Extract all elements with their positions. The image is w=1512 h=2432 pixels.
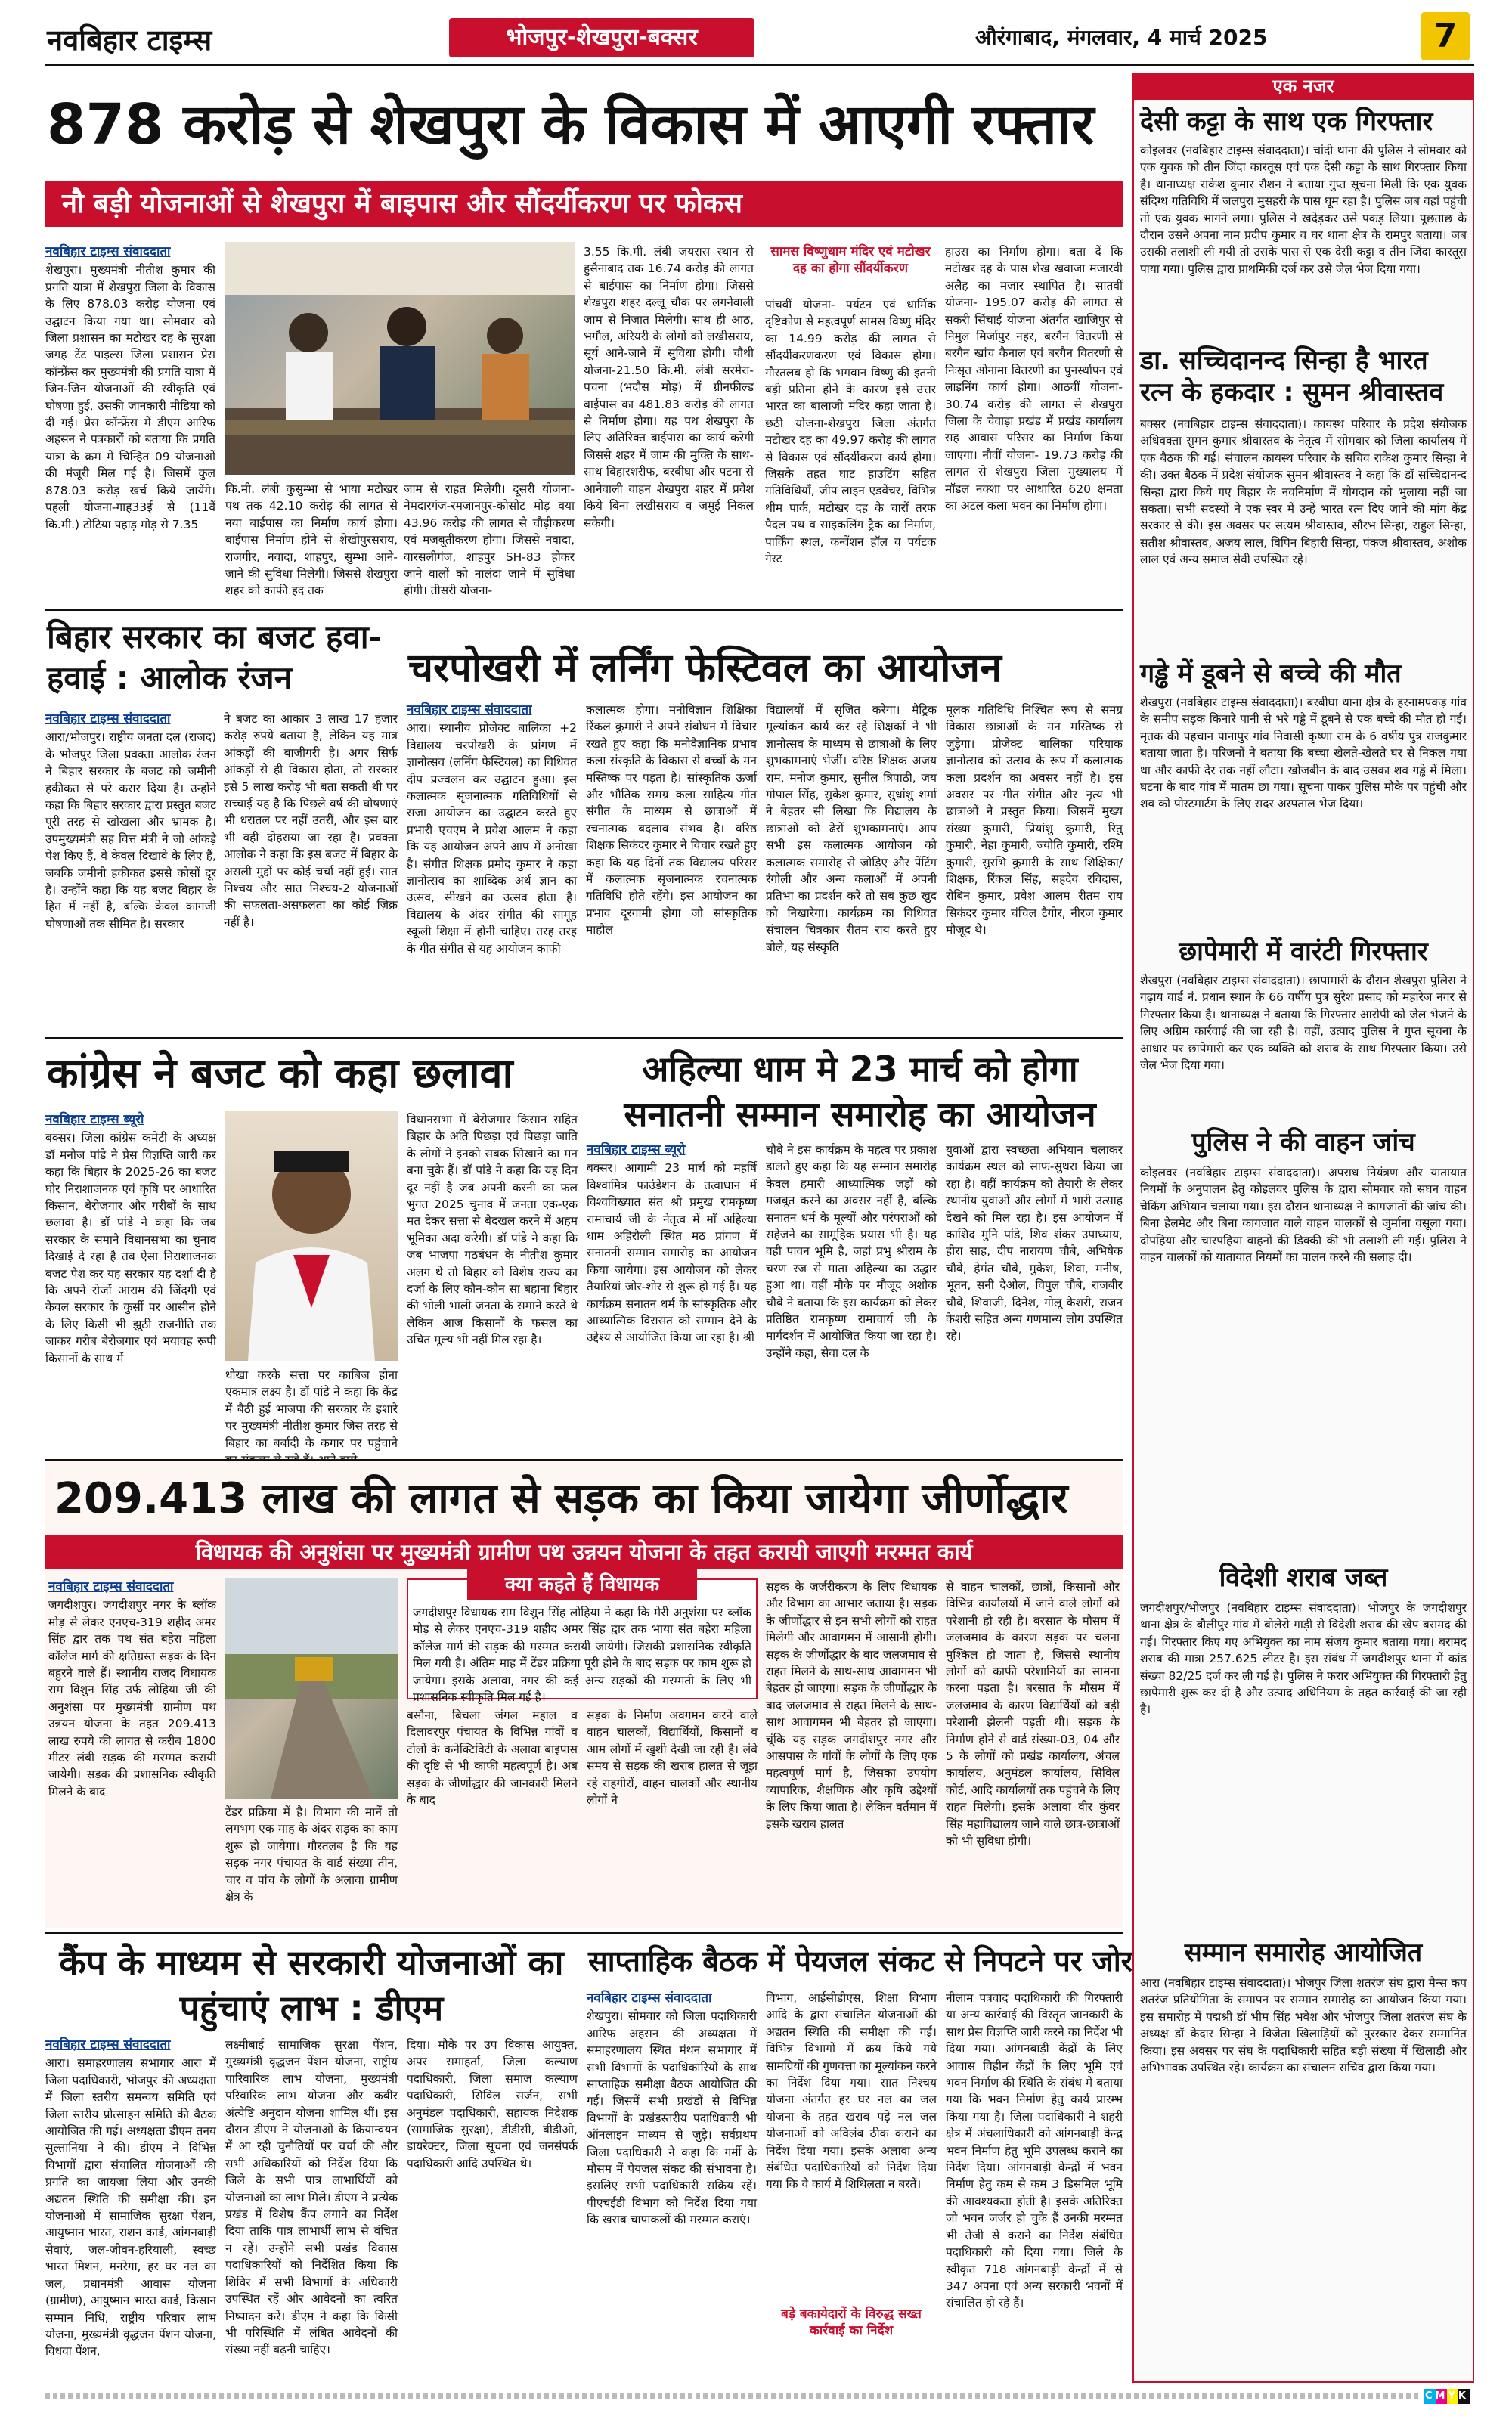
press-conference-image bbox=[225, 242, 575, 475]
edition-banner bbox=[449, 18, 754, 57]
s2-text: बक्सर (नवबिहार टाइम्स संवाददाता)। कायस्थ परिवार के प्रदेश संयोजक अधिवक्ता सुमन कुमार श्रीवास्तव के नेतृत्व में सोमवार को जिला कार्यालय में एक बैठक की गई। संचालन कायस्थ परिवार के सचिव राकेश कुमार सिन्हा ने की। उक्त बैठक में प्रदेश संयोजक सुमन श्रीवास्तव ने कहा कि डॉ सच्चिदानन्द सिन्हा द्वारा किये गए बिहार के नवनिर्माण में योगदान को भुलाया नहीं जा सकता। सभी सदस्यों ने एक स्वर में उन्हें भारत रत्न दिए जाने की मांग केंद्र सरकार से की। इस अवसर पर सत्यम श्रीवास्तव, सौरभ सिन्हा, राहुल सिन्हा, सतीश श्रीवास्तव, अजय लाल, विपिन बिहारी सिन्हा, पंकज श्रीवास्तव, अशोक लाल एवं अन्य समाज सेवी उपस्थित रहे। bbox=[1140, 417, 1467, 567]
ahilya-headline: अहिल्या धाम मे 23 मार्च को होगा सनातनी सम्मान समारोह का आयोजन bbox=[624, 1049, 1096, 1135]
congress-col1-text: बक्सर। जिला कांग्रेस कमेटी के अध्यक्ष डॉ मनोज पांडे ने प्रेस विज्ञप्ति जारी कर कहा कि बिहार के 2025-26 का बजट घोर निराशाजनक एवं कृषि पर आधारित किसान, बेरोजगार और गरीबों के साथ छलावा है। डॉ पांडे ने कहा कि जब सरकार के समाने विधानसभा का चुनाव दिखाई दे रहा है तब ऐसा निराशाजनक बजट पेश कर यह सरकार यह दर्शा दी है कि अपने रोजों आराम की जिंदगी एवं केवल सरकार के कुर्सी पर आसीन होने के लिए किसी भी झूठी राजनीति तक जाकर गरीब बेरोजगार एवं भयावह रूपी किसानों के साथ में bbox=[45, 1131, 216, 1365]
road-col3: बसौना, बिचला जंगल महाल व दिलावरपुर पंचायत के विभिन्न गांवों व टोलों के कनेक्टिविटी के अलावा बाइपास की दृष्टि से भी काफी महत्वपूर्ण है। अब सड़क के जीर्णोद्धार की जानकारी मिलने के बाद bbox=[407, 1709, 578, 1808]
camp-col2: लक्ष्मीबाई सामाजिक सुरक्षा पेंशन, मुख्यमंत्री वृद्धजन पेंशन योजना, राष्ट्रीय पारिवारिक लाभ योजना, मुख्यमंत्री परिवारिक लाभ योजना और कबीर अंत्येष्टि अनुदान योजना शामिल थीं। इस दौरान डीएम ने योजनाओं के क्रियान्वयन में आ रही चुनौतियों पर चर्चा की और सभी अधिकारियों को निर्देश दिया कि जिले के सभी पात्र लाभार्थियों को योजनाओं का लाभ मिले। डीएम ने प्रत्येक प्रखंड में विशेष कैंप लगाने का निर्देश दिया ताकि पात्र लाभार्थी लाभ से वंचित न रहें। उन्होंने सभी प्रखंड विकास पदाधिकारियों को निर्देशित किया कि शिविर में सभी विभागों के अधिकारी उपस्थित रहें और आवेदनों का त्वरित निष्पादन करें। डीएम ने कहा कि किसी भी परिस्थिति में लंबित आवेदनों की संख्या नहीं बढ़नी चाहिए। bbox=[225, 2038, 398, 2357]
lead-col1-text: शेखपुरा। मुख्यमंत्री नीतीश कुमार की प्रगति यात्रा में शेखपुरा जिला के विकास के लिए 878.03 करोड़ योजना एवं उद्घाटन किया गया था। सोमवार को जिला प्रशासन का मटोखर दह के सुरक्षा जगह टेंट पाइल्स जिला प्रशासन प्रेस कॉन्फ्रेंस कर मुख्यमंत्री की प्रगति यात्रा में जिन-जिन योजनाओं की स्वीकृति एवं घोषणा हुई, उसकी जानकारी मीडिया को दी गई। प्रेस कॉन्फ्रेंस में डीएम आरिफ अहसन ने पत्रकारों को बताया कि प्रगति यात्रा के क्रम में चिन्हित 09 योजनाओं की मंजूरी मिल गई है। जिसमें कुल 878.03 करोड़ खर्च किये जायेंगे। पहली योजना-गाह33ई से (11वें कि.मी.) टोटिया पहाड़ मोड़ से 7.35 bbox=[45, 263, 215, 531]
lead-col1 bbox=[45, 243, 215, 600]
section-rule-3 bbox=[45, 1932, 1123, 1934]
water-byline: नवबिहार टाइम्स संवाददाता bbox=[587, 1991, 712, 2006]
water-col3: नीलाम पत्रवाद पदाधिकारी की गिरफ्तारी या अन्य कार्रवाई की विस्तृत जानकारी के साथ प्रेस विज्ञप्ति जारी करने का निर्देश भी दिया गया। आंगनबाड़ी केंद्रों के लिए आवास विहीन केंद्रों के लिए भूमि एवं भवन निर्माण की स्थिति के संबंध में बताया गया कि भवन निर्माण हेतु कार्य प्रारम्भ किया गया है। जिला पदाधिकारी ने शहरी क्षेत्र में अंचलाधिकारी को आंगनबाड़ी केन्द्र भवन निर्माण हेतु भूमि उपलब्ध कराने का निर्देश दिया। आंगनबाड़ी केन्द्रों में भवन निर्माण हेतु कम से कम 3 डिसमिल भूमि की आवश्यकता होती है। इसके अतिरिक्त जो भवन जर्जर हो चुके हैं उनकी मरम्मत भी तेजी से कराने का निर्देश संबंधित पदाधिकारी को दिया गया। जिले के स्वीकृत 718 आंगनबाड़ी केन्द्रों में से 347 अपना एवं अन्य सरकारी भवनों में संचालित हो रहे हैं। bbox=[946, 1991, 1123, 2310]
learning-col4: मूलक गतिविधि निश्चित रूप से समग्र विकास छात्राओं के मन मस्तिष्क से जुड़ेगा। प्रोजेक्ट बालिका परियाक ज्ञानोत्सव को उत्सव के रूप में कलात्मक कला प्रदर्शन का अवसर नहीं है। इस अवसर पर गीत संगीत और नृत्य भी छात्राओं ने प्रस्तुत किया। जिसमें मुख्य संख्या कुमारी, प्रियांशु कुमारी, रितु कुमारी, नेहा कुमारी, ज्योति कुमारी, रश्मि कुमारी, सुरभि कुमारी के साथ शिक्षिका/शिक्षक, रिंकल सिंह, सहदेव रविदास, रोबिन कुमार, प्रवेश आलम रीतम राय सिकंदर कुमार चंचिल टैगोर, नीरज कुमार मौजूद थे। bbox=[946, 703, 1123, 937]
learning-byline: नवबिहार टाइम्स संवाददाता bbox=[407, 702, 532, 717]
road-photo bbox=[225, 1578, 398, 1799]
section-rule-2 bbox=[45, 1037, 1123, 1039]
mla-box-title: क्या कहते हैं विधायक bbox=[467, 1569, 697, 1600]
road-headline: 209.413 लाख की लागत से सड़क का किया जायेगा जीर्णोद्धार bbox=[54, 1474, 1068, 1523]
s1-text: कोइलवर (नवबिहार टाइम्स संवाददाता)। चांदी थाना की पुलिस ने सोमवार को एक युवक को तीन जिंदा कारतूस एवं एक देसी कट्टा के साथ गिरफ्तार किया है। थानाध्यक्ष राकेश कुमार रौशन ने बताया गुप्त सूचना मिली कि एक युवक संदिग्ध गतिविधि में जलपुरा मुसहरी के पास घूम रहा है। पुलिस जब वहां पहुंची तो एक युवक भागने लगा। पुलिस ने खदेड़कर उसे पकड़ लिया। पूछताछ के दौरान उसने अपना नाम प्रदीप कुमार व घर थाना क्षेत्र के रामपुर बताया। जब उसकी तलाशी ली गयी तो उसके पास से एक देसी कट्टा व तीन जिंदा कारतूस पाया गया। पुलिस द्वारा प्राथमिकी दर्ज कर उसे जेल भेज दिया गया। bbox=[1140, 144, 1467, 276]
edition-label: भोजपुर-शेखपुरा-बक्सर bbox=[506, 24, 698, 51]
budget-headline: बिहार सरकार का बजट हवा-हवाई : आलोक रंजन bbox=[47, 618, 383, 696]
road-col5: सड़क के जर्जरीकरण के लिए विधायक और विभाग का आभार जताया है। सड़क के जीर्णोद्धार से इन सभी लोगों को राहत मिलेगी और आवागमन में आसानी होगी। सड़क के जीर्णोद्धार के बाद जलजमाव से राहत मिलने के साथ-साथ आवागमन भी बेहतर हो जाएगा। सड़क के जीर्णोद्धार के बाद जलजमाव से राहत मिलने के साथ-साथ आवागमन भी बेहतर हो जाएगा। चूंकि यह सड़क जगदीशपुर नगर और आसपास के गांवों के लोगों के लिए एक महत्वपूर्ण मार्ग है, जिसका उपयोग व्यापारिक, शैक्षणिक और कृषि उद्देश्यों के लिए किया जाता है। लेकिन वर्तमान में इसके खराब हालत bbox=[766, 1580, 937, 1831]
road-repair-image bbox=[225, 1578, 398, 1799]
s6-headline: विदेशी शराब जब्त bbox=[1219, 1563, 1388, 1593]
s5-headline: पुलिस ने की वाहन जांच bbox=[1191, 1127, 1415, 1157]
ahilya-col2: चौबे ने इस कार्यक्रम के महत्व पर प्रकाश डालते हुए कहा कि यह सम्मान समारोह केवल हमारी आध्यात्मिक जड़ों को मजबूत करने का अवसर नहीं है, बल्कि सनातन धर्म के मूल्यों और परंपराओं को सहेजने का सामूहिक प्रयास भी है। यह वही पावन भूमि है, जहां प्रभु श्रीराम के चरण रज से माता अहिल्या का उद्धार हुआ था। वहीं मौके पर मौजूद अशोक चौबे ने बताया कि इस कार्यक्रम को लेकर प्रतिष्ठित रामकृष्ण रामाचार्य जी के मार्गदर्शन में आयोजित किया जा रहा है। उन्होंने कहा, सेवा दल के bbox=[766, 1143, 937, 1360]
s7-text: आरा (नवबिहार टाइम्स संवाददाता)। भोजपुर जिला शतरंज संघ द्वारा मैन्स कप शतरंज प्रतियोगिता के समापन पर सम्मान समारोह का आयोजन किया गया। इस समारोह में पद्मश्री डॉ भीम सिंह भवेश और भोजपुर जिला शतरंज संघ के अध्यक्ष डॉ केदार सिन्हा ने विजेता खिलाड़ियों को पुरस्कार देकर सम्मानित किया। इस अवसर पर संघ के पदाधिकारी सहित बड़ी संख्या में खिलाड़ी और अभिभावक उपस्थित रहे। कार्यक्रम का संचालन सचिव द्वारा किया गया। bbox=[1140, 1976, 1467, 2075]
congress-byline: नवबिहार टाइम्स ब्यूरो bbox=[45, 1112, 144, 1127]
budget-col1-text: आरा/भोजपुर। राष्ट्रीय जनता दल (राजद) के भोजपुर जिला प्रवक्ता आलोक रंजन ने बिहार सरकार के बजट को जमीनी हकीकत से परे करार दिया है। उन्होंने कहा कि बिहार सरकार द्वारा प्रस्तुत बजट पूरी तरह से खोखला और भ्रामक है। उपमुख्यमंत्री सह वित्त मंत्री ने जो आंकड़े पेश किए हैं, वे केवल दिखावे के लिए हैं, जबकि जमीनी हकीकत इससे कोसों दूर है। उन्होंने कहा कि यह बजट बिहार के हित में नहीं है, बल्कि केवल कागजी घोषणाओं तक सीमित है। सरकार bbox=[45, 730, 216, 931]
camp-col1 bbox=[45, 2037, 216, 2383]
learning-col3: विद्यालयों में सृजित करेगा। मैट्रिक मूल्यांकन कार्य कर रहे शिक्षकों ने भी ज्ञानोत्सव के माध्यम से छात्राओं के लिए शुभकामनाएं भेजीं। वरिष्ठ शिक्षक अजय राम, मनोज कुमार, सुनील त्रिपाठी, जय गोपाल सिंह, सुकेश कुमार, सुधांशु शर्मा ने बेहतर सी लिखा कि विद्यालय के छात्राओं को ढेरों शुभकामनाएं। आप सभी इस कलात्मक आयोजन को कलात्मक समारोह से जोड़िए और पेंटिंग रंगोली और अन्य कलाओं में अपनी प्रतिभा का प्रदर्शन करें तो सब कुछ खुद को निखारेगा। कार्यक्रम का विधिवत संचालन चित्रकार रीतम राय करते हुए बोले, यह संस्कृति bbox=[766, 703, 937, 954]
road-col4: सड़क के निर्माण अवगमन करने वाले वाहन चालकों, विद्यार्थियों, किसानों व आम लोगों में खुशी देखी जा रही है। लंबे समय से सड़क की खराब हालत से जूझ रहे राहगीरों, वाहन चालकों और स्थानीय लोगों ने bbox=[587, 1709, 758, 1808]
lead-photo bbox=[225, 242, 575, 475]
camp-col3: दिया। मौके पर उप विकास आयुक्त, अपर समाहर्ता, जिला कल्याण पदाधिकारी, जिला समाज कल्याण पदाधिकारी, सिविल सर्जन, सभी अनुमंडल पदाधिकारी, सहायक निदेशक (सामाजिक सुरक्षा), डीडीसी, बीडीओ, डायरेक्टर, जिला सूचना एवं जनसंपर्क पदाधिकारी आदि उपस्थित थे। bbox=[407, 2038, 578, 2170]
ahilya-byline: नवबिहार टाइम्स ब्यूरो bbox=[587, 1142, 686, 1157]
section-rule-1 bbox=[45, 609, 1123, 611]
road-col1-text: जगदीशपुर। जगदीशपुर नगर के ब्लॉक मोड़ से लेकर एनएच-319 शहीद अमर सिंह द्वार तक पथ संत बहेरा महिला कॉलेज मार्ग की क्षतिग्रस्त सड़क के दिन बहुरने वाले हैं। स्थानीय राजद विधायक राम विशुन सिंह उर्फ लोहिया जी की अनुशंसा पर मुख्यमंत्री ग्रामीण पथ उन्नयन योजना के तहत 209.413 लाख रुपये की लागत से करीब 1800 मीटर लंबी सड़क की मरम्मत करायी जायेगी। सड़क की प्रशासनिक स्वीकृति मिलने के बाद bbox=[48, 1598, 216, 1798]
learning-headline: चरपोखरी में लर्निंग फेस्टिवल का आयोजन bbox=[408, 646, 1002, 691]
s5-text: कोइलवर (नवबिहार टाइम्स संवाददाता)। अपराध नियंत्रण और यातायात नियमों के अनुपालन हेतु कोइलवर पुलिस के द्वारा सोमवार को सघन वाहन चेकिंग अभियान चलाया गया। इस दौरान थानाध्यक्ष ने कागजातों की जांच की। बिना हेलमेट और बिना कागजात वाले वाहन चालकों से जुर्माना वसूला गया। दोपहिया और चारपहिया वाहनों की डिक्की की भी तलाशी ली गई। पुलिस ने वाहन चालकों को यातायात नियमों का पालन करने की सलाह दी। bbox=[1140, 1166, 1467, 1265]
lead-col5: पांचवीं योजना- पर्यटन एवं धार्मिक दृष्टिकोण से महत्वपूर्ण सामस विष्णु मंदिर का 14.99 करोड़ की लागत से सौंदर्यीकरणकरण एवं विकास होगा। गौरतलब हो कि भगवान विष्णु की इतनी बड़ी प्रतिमा होने के कारण इसे उत्तर भारत का बालाजी मंदिर कहा जाता है। छठी योजना-शेखपुरा जिला अंतर्गत मटोखर दह का 49.97 करोड़ की लागत से विकास एवं सौंदर्यीकरण कार्य होगा। जिसके तहत घाट हाउटिंग सहित गतिविधियाँ, जीप लाइन एडवेंचर, विभिन्न थीम पार्क, मटोखर दह के चारों तरफ पैदल पथ व साइकलिंग ट्रैक का निर्माण, पार्किंग स्थल, कन्वेंशन हॉल व पर्यटक गेस्ट bbox=[765, 298, 936, 566]
learning-col2: कलात्मक होगा। मनोविज्ञान शिक्षिका रिंकल कुमारी ने अपने संबोधन में विचार रखते हुए कहा कि मनोवैज्ञानिक प्रभाव कला संस्कृति के विकास से बच्चों के मन मस्तिष्क पर पड़ता है। सांस्कृतिक ऊर्जा और भौतिक समग्र कला साहित्य गीत संगीत के माध्यम से छात्राओं में रचनात्मक बदलाव संभव है। वरिष्ठ शिक्षक सिकंदर कुमार ने विचार रखते हुए कहा कि यह दिनों तक विद्यालय परिसर में कलात्मक सृजनात्मक रचनात्मक गतिविधि होते रहेंगे। इस आयोजन का प्रभाव दूरगामी होगा जो सांस्कृतिक माहौल bbox=[586, 703, 757, 937]
congress-photo bbox=[225, 1111, 398, 1361]
congress-headline: कांग्रेस ने बजट को कहा छलावा bbox=[47, 1049, 513, 1097]
road-subhead: विधायक की अनुशंसा पर मुख्यमंत्री ग्रामीण पथ उन्नयन योजना के तहत करायी जाएगी मरम्मत कार्य bbox=[195, 1539, 973, 1565]
paper-name: नवबिहार टाइम्स bbox=[47, 23, 212, 57]
lead-subhead-bar bbox=[45, 181, 1123, 227]
congress-col3: विधानसभा में बेरोजगार किसान सहित बिहार के अति पिछड़ा एवं पिछड़ा जाति के लोगों ने इनको सबक सिखाने का मन बना चुके हैं। डॉ पांडे ने कहा कि यह दिन दूर नहीं है जब अपनी करनी का फल भुगत 2025 चुनाव में जनता एक-एक मत देकर सत्ता से बेदखल करने में अहम भूमिका अदा करेगी। डॉ पांडे ने कहा कि जब भाजपा गठबंधन के नीतीश कुमार अलग थे तो बिहार को विशेष राज्य का दर्जा के लिए कौन-कौन सा बहाना बिहार की भोली भाली जनता के समाने करते थे लेकिन आज किसानों के फसल का उचित मूल्य भी नहीं मिल रहा है। bbox=[407, 1113, 578, 1347]
s1-headline: देसी कट्टा के साथ एक गिरफ्तार bbox=[1140, 107, 1433, 137]
lead-col4: 3.55 कि.मी. लंबी जयरास स्थान से हुसैनाबाद तक 16.74 करोड़ की लागत से बाईपास का निर्माण होगा। जिससे शेखपुरा शहर दल्लू चौक पर लगनेवाली जाम से निजात मिलेगी। साथ ही आठ, भगौल, अरियरी के लोगों को लखीसराय, सूर्य आने-जाने में सुविधा होगी। चौथी योजना-21.50 कि.मी. लंबी सरमेरा-पचना (भदौस मोड़) में ग्रीनफील्ड बाईपास का 481.83 करोड़ की लागत से निर्माण होगा। यह पथ शेखपुरा के लिए अतिरिक्त बाईपास का कार्य करेगी जिससे शहर में जाम की मुक्ति के साथ-साथ बिहारशरीफ, बरबीघा और पटना से आनेवाली वाहन शेखपुरा शहर में प्रवेश किये बिना लखीसराय व जमुई निकल सकेगी। bbox=[584, 245, 754, 530]
camp-headline: कैंप के माध्यम से सरकारी योजनाओं का पहुंचाएं लाभ : डीएम bbox=[59, 1942, 564, 2028]
ahilya-col1 bbox=[587, 1142, 757, 1450]
congress-col1 bbox=[45, 1111, 216, 1450]
s7-headline: सम्मान समारोह आयोजित bbox=[1184, 1938, 1423, 1968]
sidebar-label: एक नजर bbox=[1132, 73, 1474, 100]
congress-caption: धोखा करके सत्ता पर काबिज होना एकमात्र लक्ष्य है। डॉ पांडे ने कहा कि केंद्र में बैठी हुई भाजपा की सरकार के इशारे पर मुख्यमंत्री नीतीश कुमार जिस तरह से बिहार का बर्बादी के कगार पर पहुंचाने bbox=[225, 1368, 398, 1450]
road-caption: टेंडर प्रक्रिया में है। विभाग की मानें तो लगभग एक माह के अंदर सड़क का काम शुरू हो जायेगा। गौरतलब है कि यह सड़क नगर पंचायत के वार्ड संख्या तीन, चार व पांच के लोगों के अलावा ग्रामीण क्षेत्र के bbox=[225, 1805, 398, 1904]
lead-col3: जाम से राहत मिलेगी। दूसरी योजना-नेमदारगंज-रमजानपुर-कोसोट मोड़ वया 43.96 करोड़ की लागत से चौड़ीकरण एवं मजबूतीकरण होगा। जिससे नवादा, वारसलीगंज, शाहपुर SH-83 होकर जाने वालों को नालंदा जाने में सुविधा होगी। तीसरी योजना- bbox=[404, 482, 575, 598]
road-byline: नवबिहार टाइम्स संवाददाता bbox=[48, 1579, 174, 1594]
s4-headline: छापेमारी में वारंटी गिरफ्तार bbox=[1179, 937, 1428, 967]
lead-box-title-text: सामस विष्णुधाम मंदिर एवं मटोखर दह का होगा सौंदर्यीकरण bbox=[770, 244, 931, 276]
water-box-title: बड़े बकायेदारों के विरुद्ध सख्त कार्रवाई का निर्देश bbox=[781, 2307, 922, 2338]
lead-col6: हाउस का निर्माण होगा। बता दें कि मटोखर दह के पास शेख खवाजा मजारवी अलैह का मजार स्थापित है। सातवीं योजना- 195.07 करोड़ की लागत से सकरी सिंचाई योजना अंतर्गत खाजिपुर से निमुल मिर्जापुर नहर, बरगैन वितरणी से बरगैन खांच कैनाल एवं बरगैन वितरणी से निःसृत ओनामा वितरणी का पुनर्स्थापन एवं लाइनिंग कार्य होगा। आठवीं योजना- 30.74 करोड़ की लागत से शेखपुरा जिला के चेवाड़ा प्रखंड में प्रखंड कार्यालय सह आवास परिसर का निर्माण किया जाएगा। नौवीं योजना- 19.73 करोड़ की लागत से शेखपुरा जिला मुख्यालय में मॉडल नक्शा पर आधारित 620 क्षमता का अटल कला भवन का निर्माण होगा। bbox=[945, 245, 1123, 513]
page-number: 7 bbox=[1433, 17, 1458, 55]
mla-box-text: जगदीशपुर विधायक राम विशुन सिंह लोहिया ने कहा कि मेरी अनुशंसा पर ब्लॉक मोड़ से लेकर एनएच-319 शहीद अमर सिंह द्वार तक भाया संत बहेरा महिला कॉलेज मार्ग की सड़क की मरम्मत करायी जायेगी। जिसकी प्रशासनिक स्वीकृति मिल गयी है। अंतिम माह में टेंडर प्रक्रिया पूरी होने के बाद सड़क पर काम शुरू हो जायेगा। इसके अलावा, नगर की कई अन्य सड़कों की मरम्मती के लिए भी प्रशासनिक स्वीकृति मिल गई है। bbox=[413, 1606, 751, 1705]
page-number-badge bbox=[1421, 12, 1470, 60]
ahilya-col3: युवाओं द्वारा स्वच्छता अभियान चलाकर कार्यक्रम स्थल को साफ-सुथरा किया जा रहा है। वहीं कार्यक्रम को तैयारी के लेकर स्थानीय युवाओं और लोगों में भारी उत्साह देखने को मिल रहा है। इस आयोजन में काशिद मुनि पांडे, शिव शंकर उपाध्याय, हीरा साह, दीप नारायण चौबे, अभिषेक चौबे, हेमंत चौबे, मुकेश, शिवा, मनीष, भूतन, सनी देओल, विपुल चौबे, राजबीर चौबे, शिवाजी, दिनेश, गोलू केशरी, राजन केशरी सहित अन्य गणमान्य लोग उपस्थित रहे। bbox=[946, 1143, 1123, 1343]
learning-col1 bbox=[407, 702, 577, 1028]
lead-headline: 878 करोड़ से शेखपुरा के विकास में आएगी रफ्तार bbox=[47, 92, 1095, 157]
road-col6: से वाहन चालकों, छात्रों, किसानों और विभिन्न कार्यालयों में जाने वाले लोगों को परेशानी हो रही है। बरसात के मौसम में जलजमाव के कारण सड़क पर चलना मुश्किल हो जाता है, जिससे स्थानीय लोगों को काफी परेशानियों का सामना करना पड़ता है। बरसात के मौसम में जलजमाव के कारण विद्यार्थियों को बड़ी परेशानी झेलनी पड़ती थी। सड़क के निर्माण होने से वार्ड संख्या-03, 04 और 5 के लोगों को प्रखंड कार्यालय, अंचल कार्यालय, अनुमंडल कार्यालय, सिविल कोर्ट, आदि कार्यालयों तक पहुंचने के लिए राहत मिलेगी। इसके अलावा वीर कुंवर सिंह महाविद्यालय जाने वाले छात्र-छात्राओं को भी सुविधा होगी। bbox=[946, 1580, 1120, 1848]
lead-byline: नवबिहार टाइम्स संवाददाता bbox=[45, 244, 171, 259]
ahilya-col1-text: बक्सर। आगामी 23 मार्च को महर्षि विश्वामित्र फाउंडेशन के तत्वाधान में विश्वविख्यात संत श्री प्रमुख रामकृष्ण रामाचार्य जी के नेतृत्व में माँ अहिल्या धाम अहिरौली स्थित मठ प्रांगण में सनातनी सम्मान समारोह का आयोजन किया जायेगा। इस आयोजन को लेकर तैयारियां जोर-शोर से शुरू हो गई हैं। यह कार्यक्रम सनातन धर्म के सांस्कृतिक और आध्यात्मिक विरासत को सम्मान देने के उद्देश्य से आयोजित किया जा रहा है। श्री bbox=[587, 1161, 757, 1345]
s2-headline: डा. सच्चिदानन्द सिन्हा है भारत रत्न के हकदार : सुमन श्रीवास्तव bbox=[1140, 345, 1444, 407]
cmyk-marks: CMYK bbox=[1424, 2389, 1470, 2404]
politician-portrait bbox=[225, 1111, 398, 1361]
s3-headline: गड्ढे में डूबने से बच्चे की मौत bbox=[1140, 658, 1402, 689]
lead-box-title bbox=[765, 243, 936, 277]
masthead-rule bbox=[45, 64, 1474, 66]
learning-col1-text: आरा। स्थानीय प्रोजेक्ट बालिका +2 विद्यालय चरपोखरी के प्रांगण में ज्ञानोत्सव (लर्निंग फेस्टिवल) का विधिवत दीप प्रज्वलन कर उद्घाटन हुआ। इस कलात्मक सृजनात्मक गतिविधियों से सजा आयोजन का उद्घाटन करते हुए प्रभारी एचएम ने प्रवेश आलम ने कहा कि यह आयोजन अपने आप में अनोखा है। संगीत शिक्षक प्रमोद कुमार ने कहा ज्ञानोत्सव का शाब्दिक अर्थ ज्ञान का उत्सव, सीखने का उत्सव होता है। विद्यालय के अंदर संगीत की सामूह स्कूली शिक्षा में होनी चाहिए। तरह तरह के गीत संगीत से यह आयोजन काफी bbox=[407, 721, 577, 956]
s4-text: शेखपुरा (नवबिहार टाइम्स संवाददाता)। छापामारी के दौरान शेखपुरा पुलिस ने गढ़ाय वार्ड नं. प्रधान स्थान के 66 वर्षीय पुत्र सुरेश प्रसाद को महारेज नगर से गिरफ्तार किया है। थानाध्यक्ष ने बताया कि गिरफ्तार आरोपी को जेल भेजने के लिए अग्रिम कार्रवाई की जा रही है। वहीं, उत्पाद पुलिस ने गुप्त सूचना के आधार पर छापेमारी कर एक व्यक्ति को शराब के साथ गिरफ्तार किया। उसे जेल भेज दिया गया। bbox=[1140, 974, 1467, 1073]
water-col2: विभाग, आईसीडीएस, शिक्षा विभाग आदि के द्वारा संचालित योजनाओं की अद्यतन स्थिति की समीक्षा की गई। विभिन्न विभागों में क्रय किये गये सामग्रियों की गुणवत्ता का मूल्यांकन करने का निर्देश दिया गया। सात निश्चय योजना अंतर्गत हर घर नल का जल योजना के तहत खराब पड़े नल जल योजनाओं को अविलंब ठीक कराने का निर्देश दिया गया। इसके अलावा अन्य संबंधित पदाधिकारियों को निर्देश दिया गया कि वे कार्य में शिथिलता न बरतें। bbox=[766, 1991, 937, 2192]
dateline: औरंगाबाद, मंगलवार, 4 मार्च 2025 bbox=[975, 25, 1268, 50]
s6-text: जगदीशपुर/भोजपुर (नवबिहार टाइम्स संवाददाता)। भोजपुर के जगदीशपुर थाना क्षेत्र के बौलीपुर गांव में बोलेरो गाड़ी से विदेशी शराब की खेप बरामद की गई। गिरफ्तार किए गए अभियुक्त का नाम संजय कुमार बताया गया। बरामद शराब की मात्रा 257.625 लीटर है। इस संबंध में जगदीशपुर थाना में कांड संख्या 82/25 दर्ज कर ली गई है। पुलिस ने फरार अभियुक्त की गिरफ्तारी हेतु छापेमारी शुरू कर दी है और उत्पाद अधिनियम के तहत कार्रवाई की जा रही है। bbox=[1140, 1601, 1467, 1717]
budget-byline: नवबिहार टाइम्स संवाददाता bbox=[45, 711, 171, 727]
water-col1-text: शेखपुरा। सोमवार को जिला पदाधिकारी आरिफ अहसन की अध्यक्षता में समाहरणालय स्थित मंथन सभागार में सभी विभागों के पदाधिकारियों के साथ साप्ताहिक समीक्षा बैठक आयोजित की गई। जिसमें सभी प्रखंडों से विभिन्न विभागों के प्रखंडस्तरीय पदाधिकारी भी ऑनलाइन माध्यम से जुड़े। सर्वप्रथम जिला पदाधिकारी ने कहा कि गर्मी के मौसम में पेयजल संकट की संभावना है। इसलिए सभी पदाधिकारी सक्रिय रहें। पीएचईडी विभाग को निर्देश दिया गया कि खराब चापाकलों की मरम्मत कराएं। bbox=[587, 2009, 757, 2227]
lead-col2: कि.मी. लंबी कुसुम्भा से भाया मटोखर पथ तक 42.10 करोड़ की लागत से नया बाईपास का निर्माण कार्य होगा। बाईपास निर्माण होने से शेखोपुरसराय, राजगीर, नवादा, शाहपुर, सुम्भा आने-जाने की सुविधा मिलेगी। जिससे शेखपुरा शहर को काफी हद तक bbox=[225, 482, 398, 598]
budget-col2: ने बजट का आकार 3 लाख 17 हजार करोड़ रुपये बताया है, लेकिन यह मात्र आंकड़ों की बाजीगरी है। अगर सिर्फ आंकड़ों से ही विकास होता, तो सरकार इसे 5 लाख करोड़ भी बता सकती थी पर सच्चाई यह है कि पिछले वर्ष की घोषणाएं भी धरातल पर नहीं उतरीं, और इस बार भी वही दोहराया जा रहा है। प्रवक्ता आलोक ने कहा कि इस बजट में बिहार के असली मुद्दों पर कोई चर्चा नहीं हुई। सात निश्चय और सात निश्चय-2 योजनाओं की सफलता-असफलता का कोई ज़िक्र नहीं है। bbox=[224, 712, 398, 929]
footer-registration-bar bbox=[45, 2393, 1421, 2399]
lead-subhead: नौ बड़ी योजनाओं से शेखपुरा में बाइपास और सौंदर्यीकरण पर फोकस bbox=[62, 188, 742, 219]
budget-col1 bbox=[45, 711, 216, 1028]
s3-text: शेखपुरा (नवबिहार टाइम्स संवाददाता)। बरबीघा थाना क्षेत्र के हरनामपकड़ गांव के समीप सड़क किनारे पानी से भरे गड्ढे में डूबने से एक बच्चे की मौत हो गई। मृतक की पहचान पानापुर गांव निवासी कृष्णा राम के 6 वर्षीय पुत्र राजकुमार बताया जाता है। परिजनों ने बताया कि बच्चा खेलते-खेलते घर से निकल गया था और काफी देर तक नहीं लौटा। खोजबीन के बाद उसका शव गड्ढे में मिला। घटना के बाद गांव में मातम छा गया। सूचना पाकर पुलिस मौके पर पहुंची और शव को पोस्टमार्टम के लिए सदर अस्पताल भेज दिया। bbox=[1140, 696, 1467, 811]
water-headline: साप्ताहिक बैठक में पेयजल संकट से निपटने पर जोर bbox=[588, 1944, 1133, 1978]
water-col1 bbox=[587, 1990, 757, 2383]
camp-byline: नवबिहार टाइम्स संवाददाता bbox=[45, 2037, 171, 2052]
camp-col1-text: आरा। समाहरणालय सभागार आरा में जिला पदाधिकारी, भोजपुर की अध्यक्षता में जिला स्तरीय समन्वय समिति एवं जिला स्तरीय प्रोत्साहन समिति की बैठक आयोजित की गई। अध्यक्षता डीएम तनय सुल्तानिया ने की। डीएम ने विभिन्न विभागों द्वारा संचालित योजनाओं की प्रगति का जायजा लिया और उनकी अद्यतन स्थिति की समीक्षा की। इन योजनाओं में सामाजिक सुरक्षा पेंशन, आयुष्मान भारत, राशन कार्ड, आंगनबाड़ी सेवाएं, जल-जीवन-हरियाली, स्वच्छ भारत मिशन, मनरेगा, हर घर नल का जल, प्रधानमंत्री आवास योजना (ग्रामीण), आयुष्मान भारत कार्ड, किसान सम्मान निधि, राष्ट्रीय परिवार लाभ योजना, मुख्यमंत्री वृद्धजन पेंशन योजना, विधवा पेंशन, bbox=[45, 2056, 216, 2359]
road-col1 bbox=[48, 1578, 216, 1920]
road-subhead-bar bbox=[45, 1535, 1123, 1569]
